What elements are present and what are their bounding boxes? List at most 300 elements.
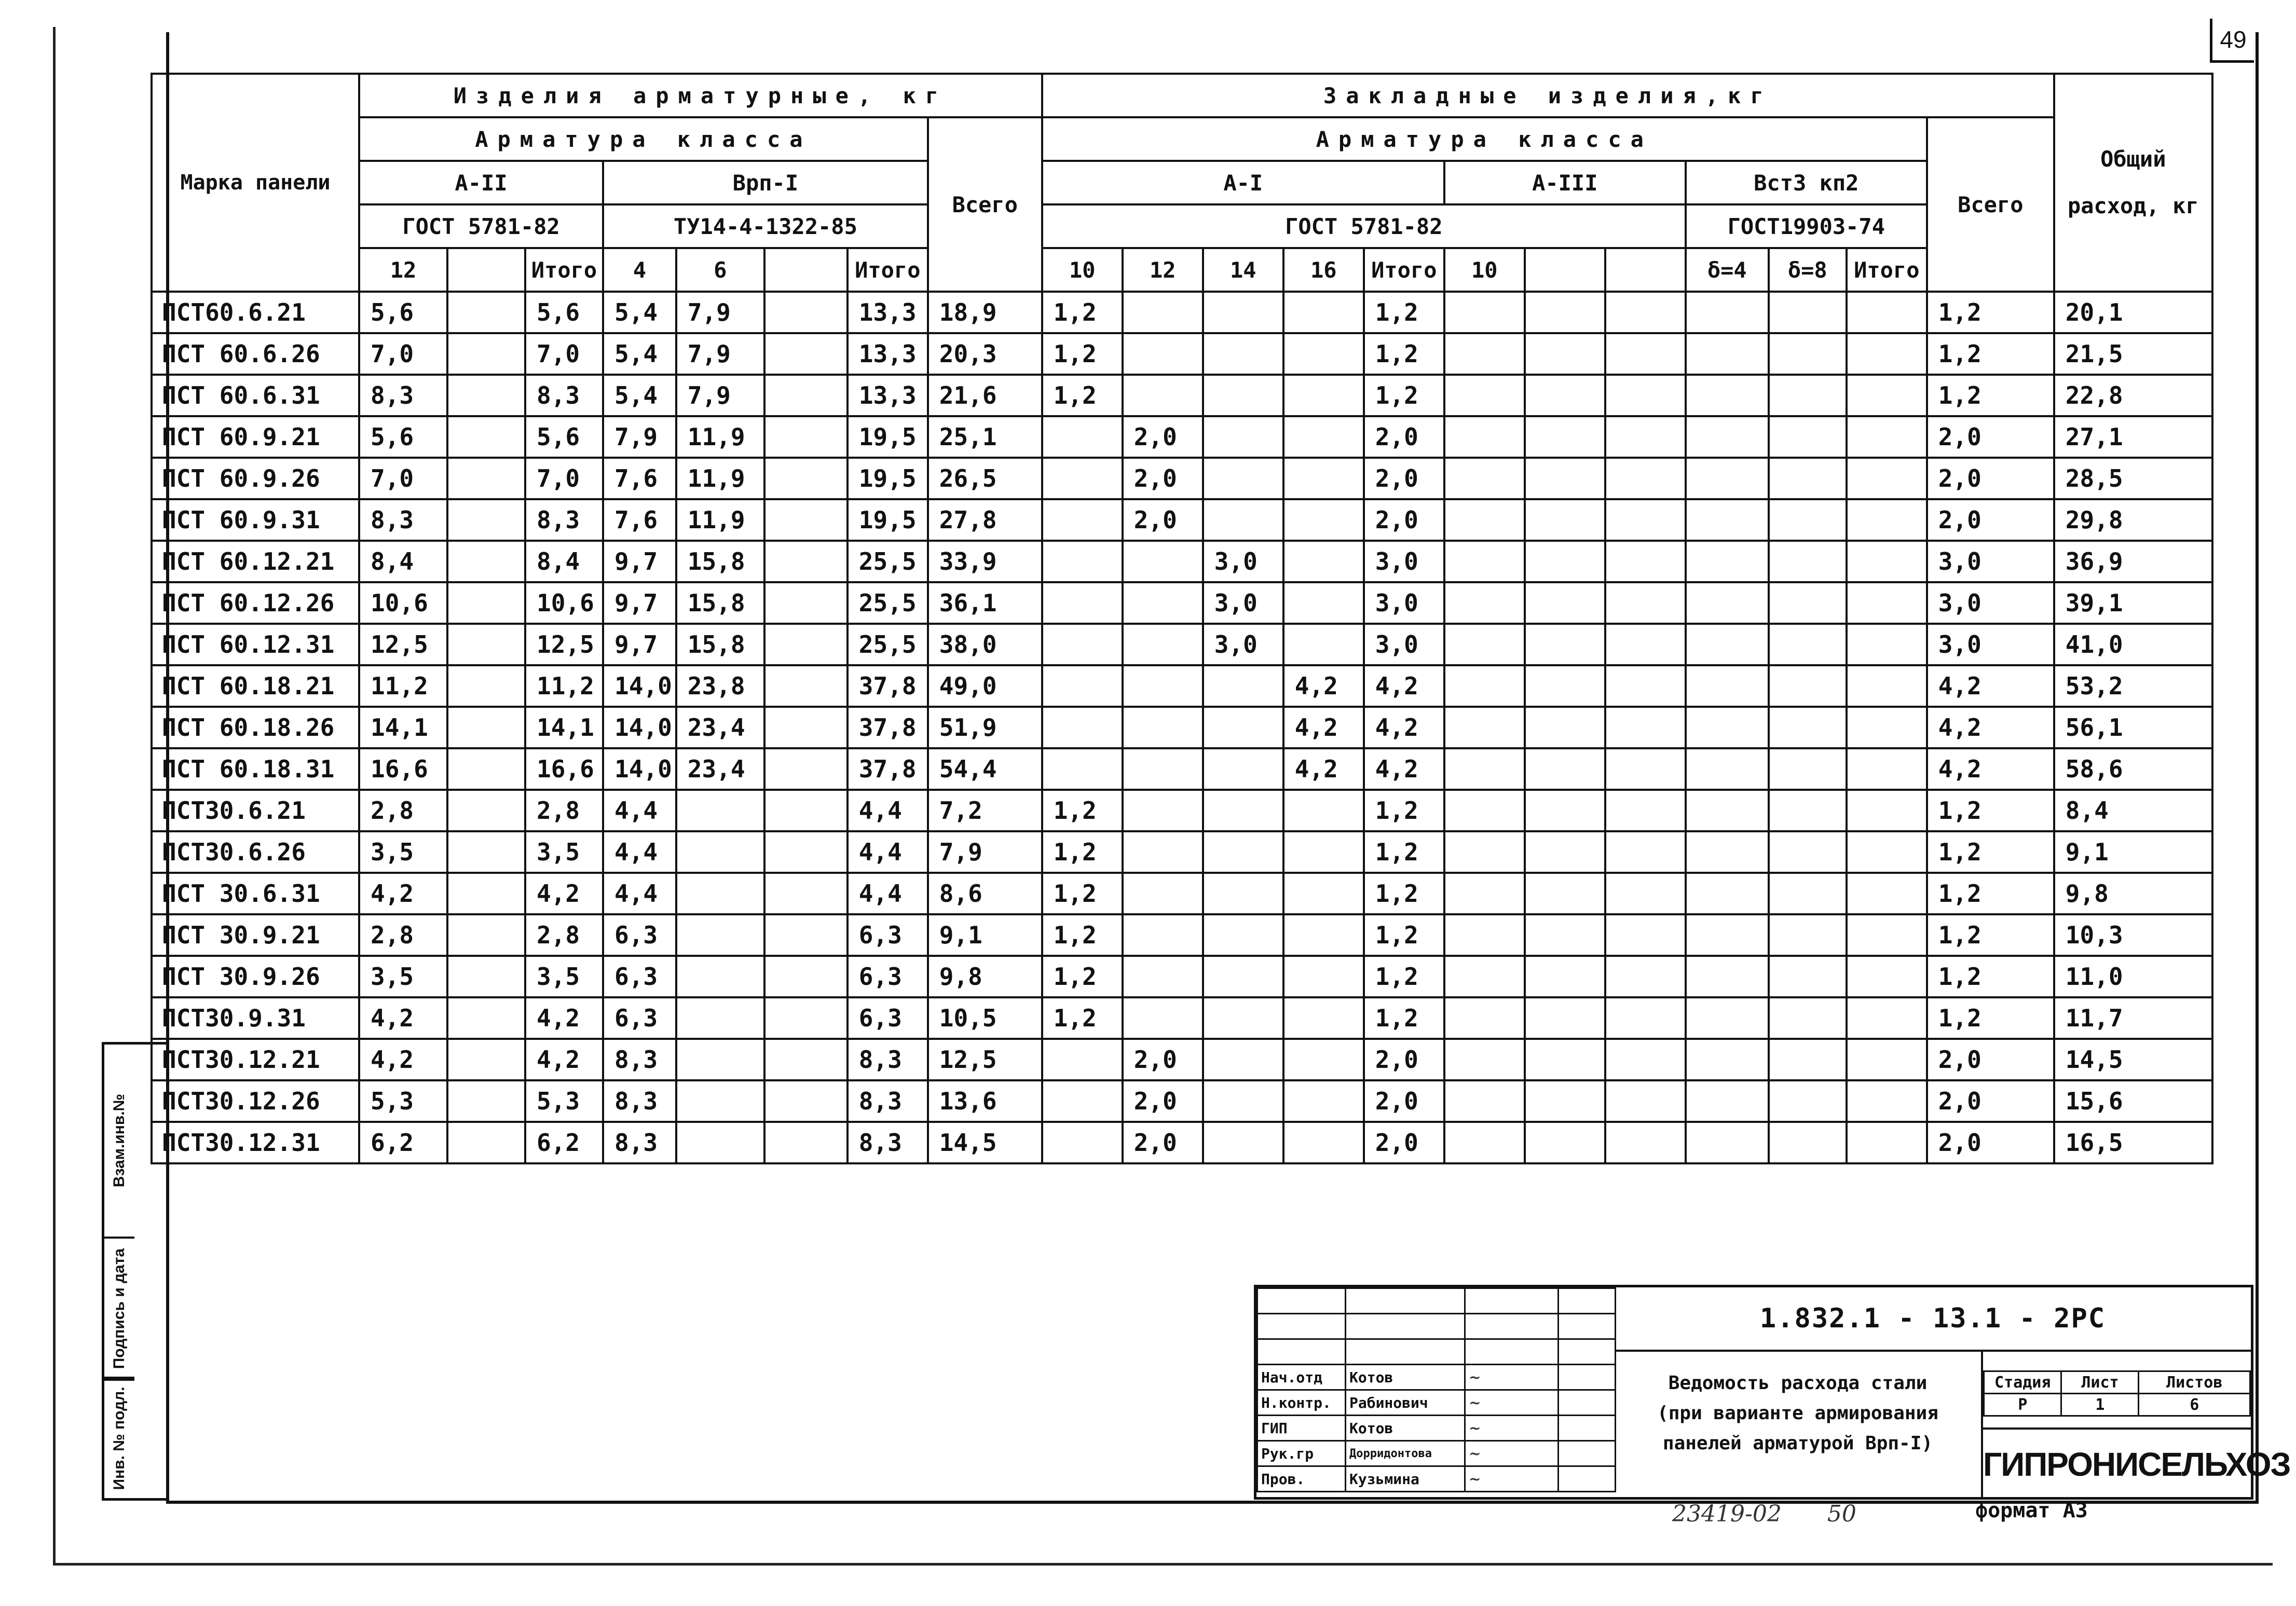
- role-label: Нач.отд: [1258, 1365, 1346, 1390]
- value-v-tot: 4,4: [848, 790, 928, 831]
- value-e-tot: 1,2: [1364, 790, 1444, 831]
- value-v6: [676, 914, 764, 956]
- value-e14: [1203, 333, 1283, 375]
- value-e-tot: 2,0: [1364, 1039, 1444, 1080]
- empty-cell: [1525, 1122, 1605, 1163]
- value-e12: 2,0: [1123, 416, 1203, 458]
- empty-cell: [764, 707, 848, 748]
- empty-cell: [1525, 333, 1605, 375]
- empty-cell: [764, 333, 848, 375]
- empty-cell: [1444, 707, 1525, 748]
- value-e16: [1283, 1080, 1364, 1122]
- value-v4: 4,4: [603, 831, 676, 873]
- value-v4: 7,6: [603, 499, 676, 541]
- value-a2-12: 5,6: [359, 292, 447, 333]
- empty-cell: [1686, 499, 1769, 541]
- value-e16: [1283, 582, 1364, 624]
- header-thickness-4: δ=4: [1686, 248, 1769, 292]
- stage-value: Р: [1984, 1394, 2061, 1416]
- value-all1: 33,9: [928, 541, 1042, 582]
- value-e10: 1,2: [1042, 790, 1123, 831]
- value-all1: 10,5: [928, 997, 1042, 1039]
- value-v4: 7,9: [603, 416, 676, 458]
- value-v4: 6,3: [603, 997, 676, 1039]
- value-e14: [1203, 748, 1283, 790]
- empty-cell: [447, 831, 525, 873]
- value-e12: [1123, 375, 1203, 416]
- role-name: Кузьмина: [1346, 1466, 1465, 1492]
- empty-cell: [1769, 541, 1847, 582]
- empty-cell: [1769, 416, 1847, 458]
- header-diameter-16: 16: [1283, 248, 1364, 292]
- panel-mark: ПСТ30.12.21: [152, 1039, 359, 1080]
- value-v-tot: 19,5: [848, 416, 928, 458]
- value-e10: [1042, 1080, 1123, 1122]
- panel-mark: ПСТ 60.12.21: [152, 541, 359, 582]
- empty-cell: [1769, 333, 1847, 375]
- table-row: [152, 1080, 2212, 1122]
- table-row: [152, 831, 2212, 873]
- value-e16: [1283, 292, 1364, 333]
- value-v6: 7,9: [676, 375, 764, 416]
- header-blank: [1605, 248, 1686, 292]
- value-v-tot: 37,8: [848, 707, 928, 748]
- empty-cell: [1686, 416, 1769, 458]
- table-row: [152, 873, 2212, 914]
- value-e14: [1203, 1122, 1283, 1163]
- stage-header: Стадия: [1984, 1371, 2061, 1394]
- value-a2-tot: 5,6: [525, 292, 603, 333]
- value-e10: [1042, 624, 1123, 665]
- value-e10: [1042, 1039, 1123, 1080]
- empty-cell: [447, 790, 525, 831]
- empty-cell: [1605, 997, 1686, 1039]
- value-e16: 4,2: [1283, 707, 1364, 748]
- empty-cell: [447, 1039, 525, 1080]
- value-a2-12: 2,8: [359, 790, 447, 831]
- empty-cell: [1847, 541, 1927, 582]
- empty-cell: [1444, 748, 1525, 790]
- value-all1: 51,9: [928, 707, 1042, 748]
- value-v-tot: 4,4: [848, 831, 928, 873]
- value-a2-tot: 2,8: [525, 914, 603, 956]
- empty-cell: [1769, 914, 1847, 956]
- empty-cell: [1686, 624, 1769, 665]
- value-v6: 7,9: [676, 333, 764, 375]
- panel-mark: ПСТ30.6.26: [152, 831, 359, 873]
- header-diameter-10: 10: [1042, 248, 1123, 292]
- empty-cell: [447, 416, 525, 458]
- empty-cell: [1686, 956, 1769, 997]
- header-vsego-left: Всего: [928, 117, 1042, 292]
- value-e16: [1283, 1039, 1364, 1080]
- organization-name: ГИПРОНИСЕЛЬХОЗ: [1983, 1427, 2251, 1499]
- value-e16: [1283, 914, 1364, 956]
- empty-cell: [1686, 582, 1769, 624]
- value-all1: 20,3: [928, 333, 1042, 375]
- value-v-tot: 37,8: [848, 665, 928, 707]
- value-v4: 8,3: [603, 1039, 676, 1080]
- value-all1: 7,9: [928, 831, 1042, 873]
- value-e12: 2,0: [1123, 1080, 1203, 1122]
- empty-cell: [1525, 416, 1605, 458]
- empty-cell: [1686, 790, 1769, 831]
- value-a2-12: 10,6: [359, 582, 447, 624]
- header-embedded-products: Закладные изделия,кг: [1042, 74, 2054, 117]
- value-e10: [1042, 1122, 1123, 1163]
- value-e10: 1,2: [1042, 873, 1123, 914]
- value-v4: 14,0: [603, 665, 676, 707]
- value-all2: 4,2: [1927, 665, 2054, 707]
- value-total: 11,7: [2054, 997, 2212, 1039]
- empty-cell: [1605, 665, 1686, 707]
- value-a2-12: 12,5: [359, 624, 447, 665]
- empty-cell: [1605, 1039, 1686, 1080]
- value-v4: 5,4: [603, 375, 676, 416]
- empty-cell: [764, 748, 848, 790]
- empty-cell: [447, 458, 525, 499]
- empty-cell: [1525, 914, 1605, 956]
- value-e10: [1042, 416, 1123, 458]
- value-v-tot: 37,8: [848, 748, 928, 790]
- value-v4: 9,7: [603, 541, 676, 582]
- value-e12: [1123, 707, 1203, 748]
- value-v4: 8,3: [603, 1080, 676, 1122]
- panel-mark: ПСТ30.12.31: [152, 1122, 359, 1163]
- value-v6: [676, 956, 764, 997]
- header-a1: А-I: [1042, 161, 1444, 204]
- empty-cell: [1525, 375, 1605, 416]
- empty-cell: [1444, 1122, 1525, 1163]
- value-e16: [1283, 499, 1364, 541]
- empty-cell: [1444, 292, 1525, 333]
- header-thickness-8: δ=8: [1769, 248, 1847, 292]
- value-total: 8,4: [2054, 790, 2212, 831]
- value-all1: 25,1: [928, 416, 1042, 458]
- empty-cell: [1686, 1080, 1769, 1122]
- value-e12: [1123, 831, 1203, 873]
- empty-cell: [1605, 499, 1686, 541]
- table-row: [152, 790, 2212, 831]
- table-row: [152, 956, 2212, 997]
- value-v6: 11,9: [676, 416, 764, 458]
- document-title: [1615, 1350, 1983, 1497]
- empty-cell: [1444, 914, 1525, 956]
- header-diameter-12: 12: [359, 248, 447, 292]
- value-v-tot: 25,5: [848, 541, 928, 582]
- header-diameter-6: 6: [676, 248, 764, 292]
- empty-cell: [1686, 748, 1769, 790]
- empty-cell: [1605, 541, 1686, 582]
- value-total: 36,9: [2054, 541, 2212, 582]
- value-all1: 38,0: [928, 624, 1042, 665]
- value-e12: [1123, 790, 1203, 831]
- empty-cell: [1525, 541, 1605, 582]
- value-all1: 18,9: [928, 292, 1042, 333]
- empty-cell: [1605, 624, 1686, 665]
- value-total: 58,6: [2054, 748, 2212, 790]
- value-e-tot: 1,2: [1364, 375, 1444, 416]
- value-e-tot: 4,2: [1364, 748, 1444, 790]
- empty-cell: [764, 624, 848, 665]
- value-a2-12: 7,0: [359, 458, 447, 499]
- empty-cell: [447, 707, 525, 748]
- value-e12: [1123, 292, 1203, 333]
- value-a2-tot: 12,5: [525, 624, 603, 665]
- empty-cell: [1769, 582, 1847, 624]
- value-v4: 8,3: [603, 1122, 676, 1163]
- value-a2-12: 7,0: [359, 333, 447, 375]
- empty-cell: [764, 499, 848, 541]
- value-e-tot: 4,2: [1364, 707, 1444, 748]
- value-a2-tot: 8,3: [525, 375, 603, 416]
- empty-cell: [1525, 499, 1605, 541]
- value-a2-tot: 14,1: [525, 707, 603, 748]
- panel-mark: ПСТ 30.9.21: [152, 914, 359, 956]
- empty-cell: [764, 665, 848, 707]
- value-total: 11,0: [2054, 956, 2212, 997]
- empty-cell: [1605, 956, 1686, 997]
- empty-cell: [1847, 1080, 1927, 1122]
- value-e14: [1203, 416, 1283, 458]
- value-a2-12: 4,2: [359, 873, 447, 914]
- header-itogo-vst: Итого: [1847, 248, 1927, 292]
- value-v6: [676, 997, 764, 1039]
- signature: ~: [1465, 1390, 1559, 1416]
- value-all1: 12,5: [928, 1039, 1042, 1080]
- empty-cell: [1525, 997, 1605, 1039]
- value-e-tot: 1,2: [1364, 333, 1444, 375]
- table-row: [152, 458, 2212, 499]
- empty-cell: [1847, 956, 1927, 997]
- value-e-tot: 1,2: [1364, 956, 1444, 997]
- empty-cell: [1686, 997, 1769, 1039]
- value-v-tot: 13,3: [848, 333, 928, 375]
- value-e10: 1,2: [1042, 997, 1123, 1039]
- value-v4: 9,7: [603, 582, 676, 624]
- value-e12: 2,0: [1123, 458, 1203, 499]
- empty-cell: [447, 499, 525, 541]
- approval-side-block: [102, 1042, 169, 1501]
- value-v6: [676, 1039, 764, 1080]
- empty-cell: [1444, 790, 1525, 831]
- value-e16: [1283, 624, 1364, 665]
- format-label: формат А3: [1975, 1499, 2088, 1522]
- value-v-tot: 19,5: [848, 458, 928, 499]
- value-total: 29,8: [2054, 499, 2212, 541]
- empty-cell: [447, 873, 525, 914]
- empty-cell: [764, 790, 848, 831]
- value-v6: 23,8: [676, 665, 764, 707]
- title-line-3: панелей арматурой Врп-I): [1662, 1433, 1933, 1454]
- value-e-tot: 1,2: [1364, 914, 1444, 956]
- empty-cell: [1686, 541, 1769, 582]
- empty-cell: [1525, 458, 1605, 499]
- empty-cell: [1769, 748, 1847, 790]
- panel-mark: ПСТ 60.9.21: [152, 416, 359, 458]
- empty-cell: [1847, 624, 1927, 665]
- value-v6: [676, 831, 764, 873]
- value-v-tot: 8,3: [848, 1122, 928, 1163]
- empty-cell: [1686, 665, 1769, 707]
- steel-consumption-table: [151, 73, 2213, 1289]
- empty-cell: [1525, 582, 1605, 624]
- value-a2-tot: 16,6: [525, 748, 603, 790]
- value-v-tot: 8,3: [848, 1080, 928, 1122]
- empty-cell: [1444, 624, 1525, 665]
- sheet-header: Лист: [2061, 1371, 2139, 1394]
- value-v-tot: 4,4: [848, 873, 928, 914]
- value-e14: [1203, 790, 1283, 831]
- value-a2-12: 8,3: [359, 375, 447, 416]
- value-total: 27,1: [2054, 416, 2212, 458]
- header-tu: ТУ14-4-1322-85: [603, 204, 928, 248]
- table-filler-row: [152, 1163, 2212, 1289]
- empty-cell: [1605, 790, 1686, 831]
- value-all2: 2,0: [1927, 1039, 2054, 1080]
- value-all2: 1,2: [1927, 790, 2054, 831]
- empty-cell: [1444, 997, 1525, 1039]
- value-e14: [1203, 665, 1283, 707]
- value-e14: [1203, 1039, 1283, 1080]
- table-row: [152, 541, 2212, 582]
- empty-cell: [1847, 499, 1927, 541]
- role-name: Дорридонтова: [1346, 1441, 1465, 1466]
- value-e-tot: 1,2: [1364, 292, 1444, 333]
- value-a2-tot: 7,0: [525, 458, 603, 499]
- value-e-tot: 1,2: [1364, 873, 1444, 914]
- value-v-tot: 19,5: [848, 499, 928, 541]
- empty-cell: [1847, 873, 1927, 914]
- role-name: Котов: [1346, 1365, 1465, 1390]
- empty-cell: [1686, 1122, 1769, 1163]
- value-e14: [1203, 458, 1283, 499]
- value-e10: [1042, 748, 1123, 790]
- value-v6: 15,8: [676, 624, 764, 665]
- panel-mark: ПСТ30.6.21: [152, 790, 359, 831]
- value-e16: [1283, 790, 1364, 831]
- header-itogo-a2: Итого: [525, 248, 603, 292]
- value-v4: 4,4: [603, 873, 676, 914]
- stage-table: [1983, 1370, 2251, 1417]
- empty-cell: [1847, 707, 1927, 748]
- empty-cell: [1525, 956, 1605, 997]
- value-e-tot: 3,0: [1364, 624, 1444, 665]
- value-total: 39,1: [2054, 582, 2212, 624]
- empty-cell: [1847, 790, 1927, 831]
- value-total: 21,5: [2054, 333, 2212, 375]
- value-a2-12: 5,3: [359, 1080, 447, 1122]
- value-e16: [1283, 956, 1364, 997]
- value-e16: [1283, 375, 1364, 416]
- value-a2-tot: 5,6: [525, 416, 603, 458]
- empty-cell: [1686, 375, 1769, 416]
- page-number: 49: [2210, 19, 2254, 63]
- value-e16: 4,2: [1283, 748, 1364, 790]
- role-label: Рук.гр: [1258, 1441, 1346, 1466]
- value-a2-tot: 3,5: [525, 831, 603, 873]
- empty-cell: [1847, 375, 1927, 416]
- value-v-tot: 8,3: [848, 1039, 928, 1080]
- value-a2-12: 4,2: [359, 1039, 447, 1080]
- panel-mark: ПСТ 60.9.31: [152, 499, 359, 541]
- value-total: 53,2: [2054, 665, 2212, 707]
- table-row: [152, 1122, 2212, 1163]
- empty-cell: [764, 956, 848, 997]
- side-cell-vzam: Взам.инв.№: [111, 1093, 128, 1188]
- value-all2: 3,0: [1927, 624, 2054, 665]
- value-e12: [1123, 665, 1203, 707]
- value-e12: [1123, 333, 1203, 375]
- value-e12: 2,0: [1123, 499, 1203, 541]
- value-v6: 11,9: [676, 499, 764, 541]
- value-a2-12: 8,3: [359, 499, 447, 541]
- value-a2-tot: 5,3: [525, 1080, 603, 1122]
- empty-cell: [1444, 873, 1525, 914]
- value-v4: 5,4: [603, 292, 676, 333]
- empty-cell: [447, 748, 525, 790]
- title-block: [1254, 1285, 2290, 1500]
- value-e16: [1283, 873, 1364, 914]
- header-itogo-vrp: Итого: [848, 248, 928, 292]
- value-all2: 1,2: [1927, 831, 2054, 873]
- empty-cell: [1686, 1039, 1769, 1080]
- header-itogo-a1: Итого: [1364, 248, 1444, 292]
- empty-cell: [1525, 707, 1605, 748]
- value-total: 28,5: [2054, 458, 2212, 499]
- empty-cell: [447, 582, 525, 624]
- value-all1: 36,1: [928, 582, 1042, 624]
- value-v-tot: 13,3: [848, 375, 928, 416]
- value-e10: [1042, 458, 1123, 499]
- value-e10: 1,2: [1042, 333, 1123, 375]
- value-all2: 1,2: [1927, 375, 2054, 416]
- role-name: Котов: [1346, 1416, 1465, 1441]
- value-e12: [1123, 624, 1203, 665]
- empty-cell: [1847, 292, 1927, 333]
- value-a2-tot: 4,2: [525, 997, 603, 1039]
- value-total: 14,5: [2054, 1039, 2212, 1080]
- header-vsego-right: Всего: [1927, 117, 2054, 292]
- value-e-tot: 2,0: [1364, 499, 1444, 541]
- value-all1: 7,2: [928, 790, 1042, 831]
- value-total: 10,3: [2054, 914, 2212, 956]
- value-v-tot: 6,3: [848, 914, 928, 956]
- empty-cell: [764, 873, 848, 914]
- header-diameter-4: 4: [603, 248, 676, 292]
- value-e16: [1283, 458, 1364, 499]
- sheets-header: Листов: [2139, 1371, 2250, 1394]
- empty-cell: [1686, 831, 1769, 873]
- header-vst3kp2: Вст3 кп2: [1686, 161, 1927, 204]
- value-e16: [1283, 416, 1364, 458]
- value-all1: 9,8: [928, 956, 1042, 997]
- table-row: [152, 748, 2212, 790]
- value-v-tot: 6,3: [848, 956, 928, 997]
- table-row: [152, 292, 2212, 333]
- value-all2: 1,2: [1927, 333, 2054, 375]
- value-e10: [1042, 582, 1123, 624]
- value-all2: 2,0: [1927, 1122, 2054, 1163]
- signature-grid: [1256, 1287, 1616, 1492]
- panel-mark: ПСТ 30.9.26: [152, 956, 359, 997]
- value-e12: 2,0: [1123, 1122, 1203, 1163]
- value-all2: 2,0: [1927, 1080, 2054, 1122]
- empty-cell: [1444, 541, 1525, 582]
- value-all2: 1,2: [1927, 873, 2054, 914]
- empty-cell: [1444, 333, 1525, 375]
- empty-cell: [1605, 416, 1686, 458]
